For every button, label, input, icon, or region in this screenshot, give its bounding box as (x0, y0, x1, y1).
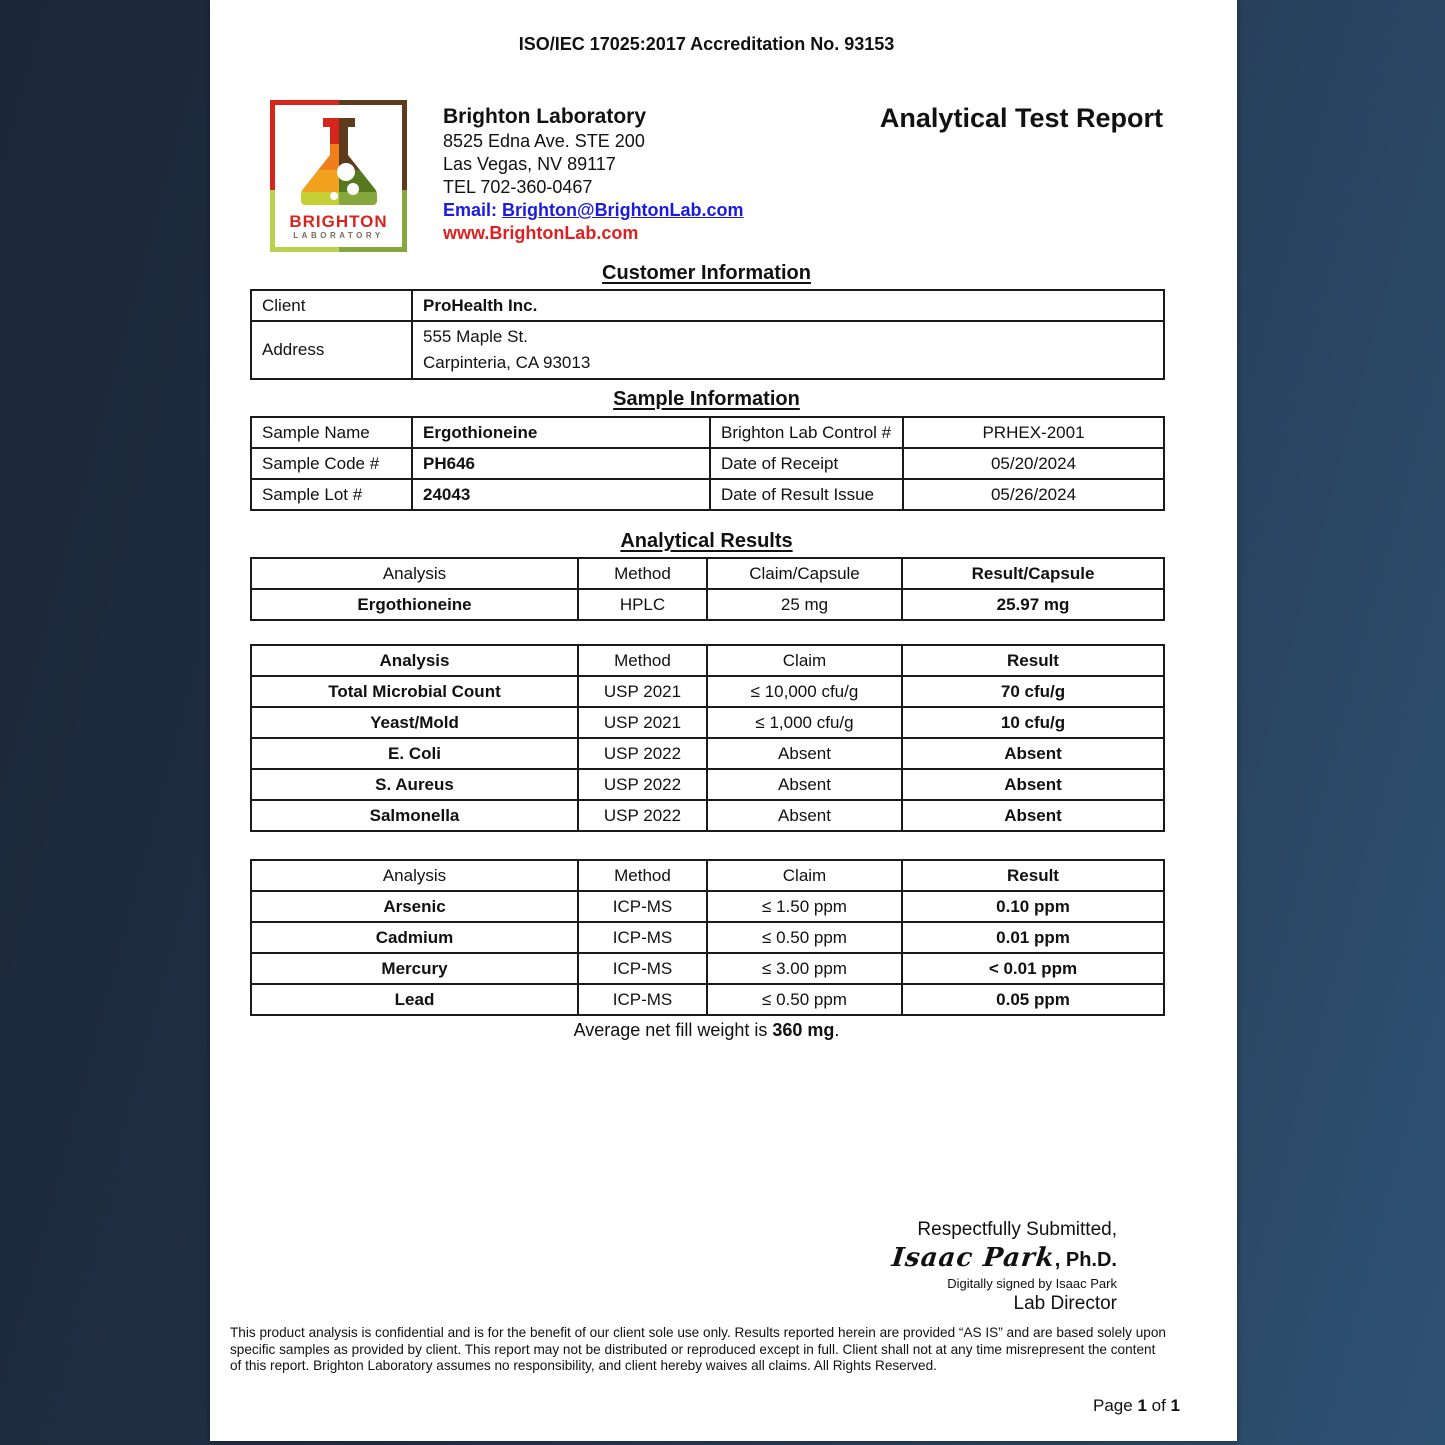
microbial-results-table (250, 644, 1165, 832)
signer-role: Lab Director (1013, 1293, 1117, 1314)
customer-info-heading: Customer Information (602, 262, 811, 284)
control-number-label: Brighton Lab Control # (710, 417, 903, 448)
signature-script: Isaac Park (890, 1243, 1057, 1273)
col-analysis: Analysis (251, 645, 578, 676)
table-row: Ergothioneine HPLC 25 mg 25.97 mg (251, 589, 1164, 620)
page-number: Page 1 of 1 (1093, 1396, 1180, 1415)
signature-block (892, 1219, 1117, 1315)
fill-weight-note: Average net fill weight is 360 mg. (573, 1020, 840, 1040)
signature-salutation: Respectfully Submitted, (917, 1219, 1117, 1240)
email-link[interactable]: Brighton@BrightonLab.com (502, 200, 744, 220)
disclaimer-text: This product analysis is confidential and is for the benefit of our client sole use only. Results reported herein are provided “AS IS” and are based solely upon specific samples as provided by client. This report may not be distributed or reproduced except in full. Client shall not at any time misrepresent the content of this report. Brighton Laboratory assumes no responsibility, and client hereby waives all claims. All Rights Reserved. (230, 1325, 1166, 1373)
sample-name-label: Sample Name (251, 417, 412, 448)
lab-website: www.BrightonLab.com (443, 223, 639, 243)
col-method: Method (578, 645, 707, 676)
control-number-value: PRHEX-2001 (903, 417, 1164, 448)
col-analysis: Analysis (251, 860, 578, 891)
col-result: Result/Capsule (902, 558, 1164, 589)
lab-address-line2: Las Vegas, NV 89117 (443, 154, 616, 174)
email-label: Email: (443, 200, 503, 220)
sample-lot-label: Sample Lot # (251, 479, 412, 510)
sample-code-label: Sample Code # (251, 448, 412, 479)
customer-info-table (250, 289, 1165, 380)
analytical-results-heading: Analytical Results (620, 530, 793, 552)
col-result: Result (902, 860, 1164, 891)
address-value: 555 Maple St. Carpinteria, CA 93013 (412, 321, 1164, 379)
signature-name-row: Isaac Park, Ph.D. (890, 1243, 1117, 1273)
sample-name-value: Ergothioneine (412, 417, 710, 448)
col-claim: Claim/Capsule (707, 558, 902, 589)
table-row (251, 448, 1164, 479)
lab-email-line (443, 199, 863, 222)
table-row: E. Coli USP 2022 Absent Absent (251, 738, 1164, 769)
table-row: Arsenic ICP-MS ≤ 1.50 ppm 0.10 ppm (251, 891, 1164, 922)
lab-phone: TEL 702-360-0467 (443, 177, 593, 197)
lab-address-line1: 8525 Edna Ave. STE 200 (443, 131, 645, 151)
col-analysis: Analysis (251, 558, 578, 589)
table-row (251, 321, 1164, 379)
address-label: Address (251, 321, 412, 379)
col-result: Result (902, 645, 1164, 676)
table-header-row (251, 860, 1164, 891)
client-label: Client (251, 290, 412, 321)
table-header-row (251, 558, 1164, 589)
accreditation-line: ISO/IEC 17025:2017 Accreditation No. 93153 (518, 34, 895, 54)
report-title: Analytical Test Report (879, 103, 1163, 133)
sample-info-heading: Sample Information (613, 388, 800, 410)
brighton-lab-logo (270, 100, 407, 252)
sample-lot-value: 24043 (412, 479, 710, 510)
table-row (251, 417, 1164, 448)
client-value: ProHealth Inc. (412, 290, 1164, 321)
assay-results-table (250, 557, 1165, 621)
sample-code-value: PH646 (412, 448, 710, 479)
date-receipt-label: Date of Receipt (710, 448, 903, 479)
lab-name: Brighton Laboratory (443, 105, 646, 128)
table-row: Yeast/Mold USP 2021 ≤ 1,000 cfu/g 10 cfu/g (251, 707, 1164, 738)
date-issue-value: 05/26/2024 (903, 479, 1164, 510)
sample-info-table (250, 416, 1165, 511)
report-page (210, 0, 1237, 1441)
heavy-metals-table (250, 859, 1165, 1016)
table-row: Salmonella USP 2022 Absent Absent (251, 800, 1164, 831)
table-row: Cadmium ICP-MS ≤ 0.50 ppm 0.01 ppm (251, 922, 1164, 953)
lab-contact-block (443, 104, 863, 245)
digital-signature-note: Digitally signed by Isaac Park (947, 1276, 1117, 1291)
table-header-row (251, 645, 1164, 676)
table-row: Lead ICP-MS ≤ 0.50 ppm 0.05 ppm (251, 984, 1164, 1015)
col-method: Method (578, 860, 707, 891)
table-row (251, 290, 1164, 321)
col-claim: Claim (707, 645, 902, 676)
table-row: S. Aureus USP 2022 Absent Absent (251, 769, 1164, 800)
logo-wordmark-sub: LABORATORY (293, 231, 384, 240)
table-row (251, 479, 1164, 510)
table-row: Total Microbial Count USP 2021 ≤ 10,000 cfu/g 70 cfu/g (251, 676, 1164, 707)
col-claim: Claim (707, 860, 902, 891)
date-issue-label: Date of Result Issue (710, 479, 903, 510)
date-receipt-value: 05/20/2024 (903, 448, 1164, 479)
logo-wordmark: BRIGHTON (289, 212, 388, 231)
table-row: Mercury ICP-MS ≤ 3.00 ppm < 0.01 ppm (251, 953, 1164, 984)
col-method: Method (578, 558, 707, 589)
